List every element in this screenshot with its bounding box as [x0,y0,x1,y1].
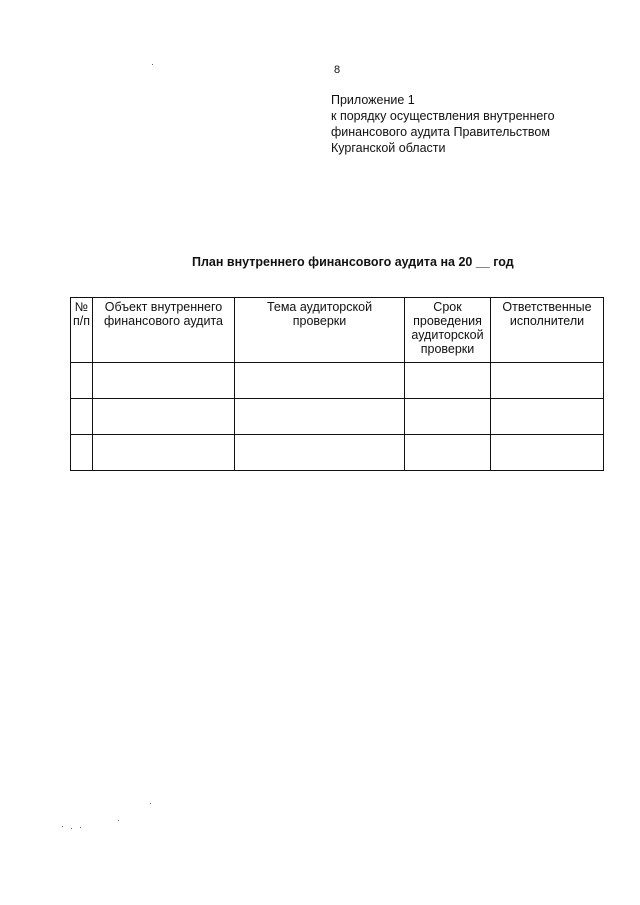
table-cell [235,435,405,471]
table-cell [93,435,235,471]
scan-speck [118,820,119,821]
table-cell [405,399,491,435]
table-cell [491,399,604,435]
table-cell [235,363,405,399]
table-cell [71,435,93,471]
table-cell [405,435,491,471]
table-cell [491,435,604,471]
header-audit-period: Срок проведения аудиторской проверки [405,298,491,363]
page-number: 8 [334,64,341,76]
appendix-line: к порядку осуществления внутреннего [331,109,555,123]
appendix-line: финансового аудита Правительством [331,125,550,139]
plan-title: План внутреннего финансового аудита на 20 __ год [192,255,514,269]
audit-plan-table [70,297,604,471]
header-audit-object: Объект внутреннего финансового аудита [93,298,235,363]
table-cell [93,363,235,399]
header-number: № п/п [71,298,93,363]
table-cell [71,399,93,435]
table-cell [71,363,93,399]
scan-speck [71,828,72,829]
scan-speck [150,803,151,804]
table-cell [491,363,604,399]
header-audit-topic: Тема аудиторской проверки [235,298,405,363]
table-cell [235,399,405,435]
table-cell [93,399,235,435]
scan-speck [62,826,63,827]
appendix-block [331,92,555,156]
header-responsible: Ответственные исполнители [491,298,604,363]
appendix-line: Курганской области [331,141,446,155]
scan-speck [80,827,81,828]
table-header-row [71,298,604,363]
scan-speck [152,64,153,65]
appendix-line: Приложение 1 [331,93,415,107]
table-row [71,435,604,471]
table-row [71,363,604,399]
table-row [71,399,604,435]
table-cell [405,363,491,399]
